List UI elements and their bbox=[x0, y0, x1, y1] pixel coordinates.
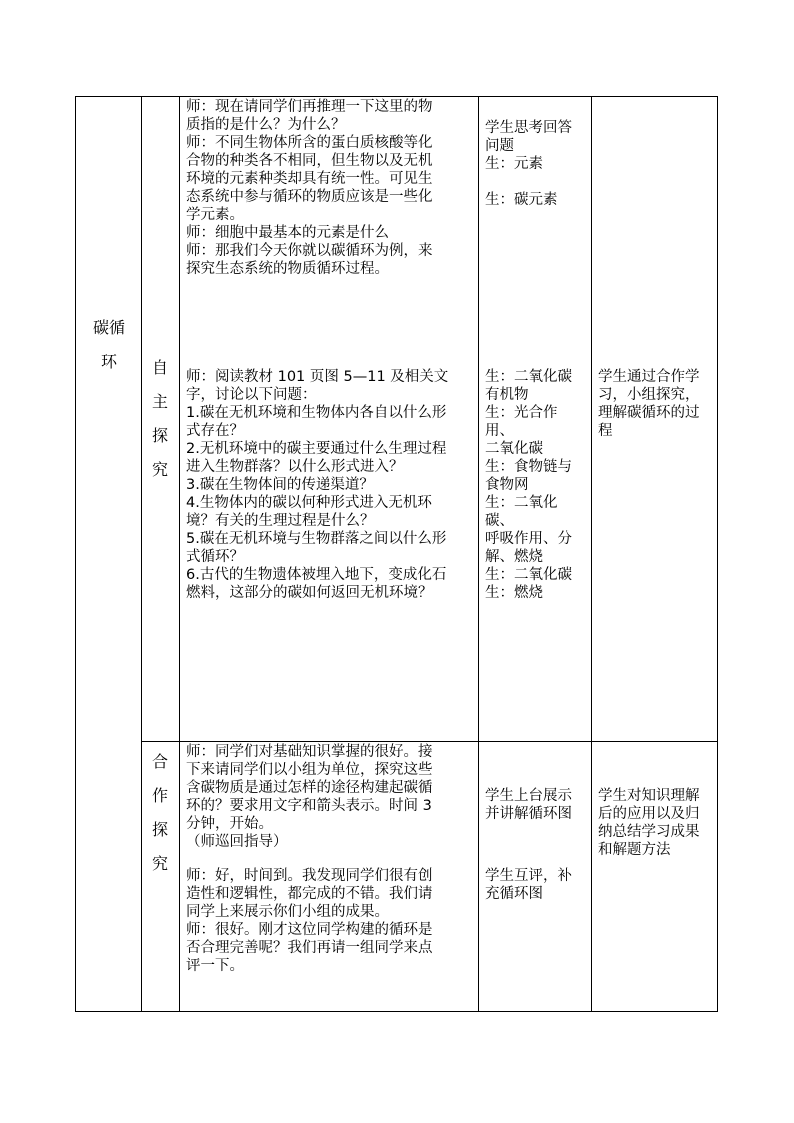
section-char: 主 bbox=[151, 392, 168, 411]
text-line: 式存在？ bbox=[186, 423, 244, 439]
topic-line: 环 bbox=[100, 352, 117, 371]
text-line: 食物网 bbox=[485, 477, 529, 493]
text-line: 程 bbox=[598, 423, 613, 439]
text-line: 4.生物体内的碳以何种形式进入无机环 bbox=[186, 495, 432, 511]
text-line: 2.无机环境中的碳主要通过什么生理过程 bbox=[186, 441, 447, 457]
lesson-table bbox=[75, 96, 718, 1012]
text-line: 二氧化碳 bbox=[485, 441, 543, 457]
text-line: 5.碳在无机环境与生物群落之间以什么形 bbox=[186, 531, 447, 547]
text-line: 生：碳元素 bbox=[485, 192, 558, 208]
text-line: 造性和逻辑性，都完成的不错。我们请 bbox=[186, 886, 433, 902]
text-line: 习，小组探究， bbox=[598, 387, 700, 403]
text-line: 师：现在请同学们再推理一下这里的物 bbox=[186, 99, 433, 115]
text-line: 学生对知识理解 bbox=[598, 788, 700, 804]
text-line: 燃料，这部分的碳如何返回无机环境？ bbox=[186, 585, 433, 601]
text-line: 进入生物群落？以什么形式进入？ bbox=[186, 459, 404, 475]
text-line: （师巡回指导） bbox=[186, 834, 288, 850]
design-intent-text bbox=[598, 787, 700, 859]
grid-line bbox=[478, 97, 479, 1011]
text-line: 解、燃烧 bbox=[485, 549, 543, 565]
text-line: 并讲解循环图 bbox=[485, 806, 572, 822]
section-char: 究 bbox=[151, 854, 168, 873]
text-line: 师：阅读教材 101 页图 5—11 及相关文 bbox=[186, 369, 449, 385]
topic-cell bbox=[79, 311, 139, 379]
grid-line bbox=[591, 97, 592, 1011]
text-line: 学元素。 bbox=[186, 207, 244, 223]
text-line: 生：元素 bbox=[485, 156, 543, 172]
text-line: 和解题方法 bbox=[598, 842, 671, 858]
text-line: 学生互评，补 bbox=[485, 868, 572, 884]
text-line: 生：光合作 bbox=[485, 405, 558, 421]
student-activity-text bbox=[485, 119, 572, 209]
section-name-cooperative bbox=[142, 745, 178, 881]
text-line: 探究生态系统的物质循环过程。 bbox=[186, 261, 389, 277]
design-intent-text bbox=[598, 368, 700, 440]
section-char: 作 bbox=[151, 786, 168, 805]
text-line: 有机物 bbox=[485, 387, 529, 403]
text-line: 境？有关的生理过程是什么？ bbox=[186, 513, 375, 529]
text-line: 环的？要求用文字和箭头表示。时间 3 bbox=[186, 798, 432, 814]
text-line: 含碳物质是通过怎样的途径构建起碳循 bbox=[186, 780, 433, 796]
text-line: 师：同学们对基础知识掌握的很好。接 bbox=[186, 744, 433, 760]
text-line: 师：不同生物体所含的蛋白质核酸等化 bbox=[186, 135, 433, 151]
text-line: 字，讨论以下问题： bbox=[186, 387, 317, 403]
text-line: 纳总结学习成果 bbox=[598, 824, 700, 840]
text-line: 师：好，时间到。我发现同学们很有创 bbox=[186, 868, 433, 884]
text-line: 评一下。 bbox=[186, 958, 244, 974]
text-line: 6.古代的生物遗体被埋入地下，变成化石 bbox=[186, 567, 447, 583]
section-char: 究 bbox=[151, 460, 168, 479]
student-activity-text bbox=[485, 368, 572, 602]
teacher-activity-text bbox=[186, 368, 448, 602]
text-line: 师：细胞中最基本的元素是什么 bbox=[186, 225, 389, 241]
text-line: 生：燃烧 bbox=[485, 585, 543, 601]
section-char: 合 bbox=[151, 752, 168, 771]
text-line: 呼吸作用、分 bbox=[485, 531, 572, 547]
text-line: 问题 bbox=[485, 138, 514, 154]
grid-line bbox=[179, 97, 180, 1011]
text-line: 充循环图 bbox=[485, 886, 543, 902]
section-char: 自 bbox=[151, 358, 168, 377]
student-activity-text bbox=[485, 787, 572, 823]
teacher-activity-text bbox=[186, 98, 433, 278]
section-char: 探 bbox=[151, 426, 168, 445]
text-line bbox=[485, 173, 572, 191]
teacher-activity-text bbox=[186, 867, 433, 975]
teacher-activity-text bbox=[186, 743, 433, 851]
text-line: 学生思考回答 bbox=[485, 120, 572, 136]
text-line: 1.碳在无机环境和生物体内各自以什么形 bbox=[186, 405, 447, 421]
text-line: 分钟，开始。 bbox=[186, 816, 273, 832]
text-line: 生：二氧化碳 bbox=[485, 567, 572, 583]
text-line: 师：那我们今天你就以碳循环为例，来 bbox=[186, 243, 433, 259]
text-line: 理解碳循环的过 bbox=[598, 405, 700, 421]
text-line: 学生通过合作学 bbox=[598, 369, 700, 385]
student-activity-text bbox=[485, 867, 572, 903]
text-line: 用、 bbox=[485, 423, 514, 439]
text-line: 3.碳在生物体间的传递渠道？ bbox=[186, 477, 374, 493]
section-char: 探 bbox=[151, 820, 168, 839]
text-line: 生：二氧化碳 bbox=[485, 369, 572, 385]
topic-line: 碳循 bbox=[92, 318, 125, 337]
text-line: 式循环？ bbox=[186, 549, 244, 565]
text-line: 后的应用以及归 bbox=[598, 806, 700, 822]
text-line: 合物的种类各不相同，但生物以及无机 bbox=[186, 153, 433, 169]
text-line: 质指的是什么？为什么？ bbox=[186, 117, 346, 133]
text-line: 环境的元素种类却具有统一性。可见生 bbox=[186, 171, 433, 187]
text-line: 生：二氧化 bbox=[485, 495, 558, 511]
text-line: 碳、 bbox=[485, 513, 514, 529]
text-line: 师：很好。刚才这位同学构建的循环是 bbox=[186, 922, 433, 938]
text-line: 下来请同学们以小组为单位，探究这些 bbox=[186, 762, 433, 778]
text-line: 态系统中参与循环的物质应该是一些化 bbox=[186, 189, 433, 205]
text-line: 否合理完善呢？我们再请一组同学来点 bbox=[186, 940, 433, 956]
section-name-self-study bbox=[142, 351, 178, 487]
text-line: 生：食物链与 bbox=[485, 459, 572, 475]
section-divider bbox=[141, 741, 717, 742]
text-line: 同学上来展示你们小组的成果。 bbox=[186, 904, 389, 920]
text-line: 学生上台展示 bbox=[485, 788, 572, 804]
